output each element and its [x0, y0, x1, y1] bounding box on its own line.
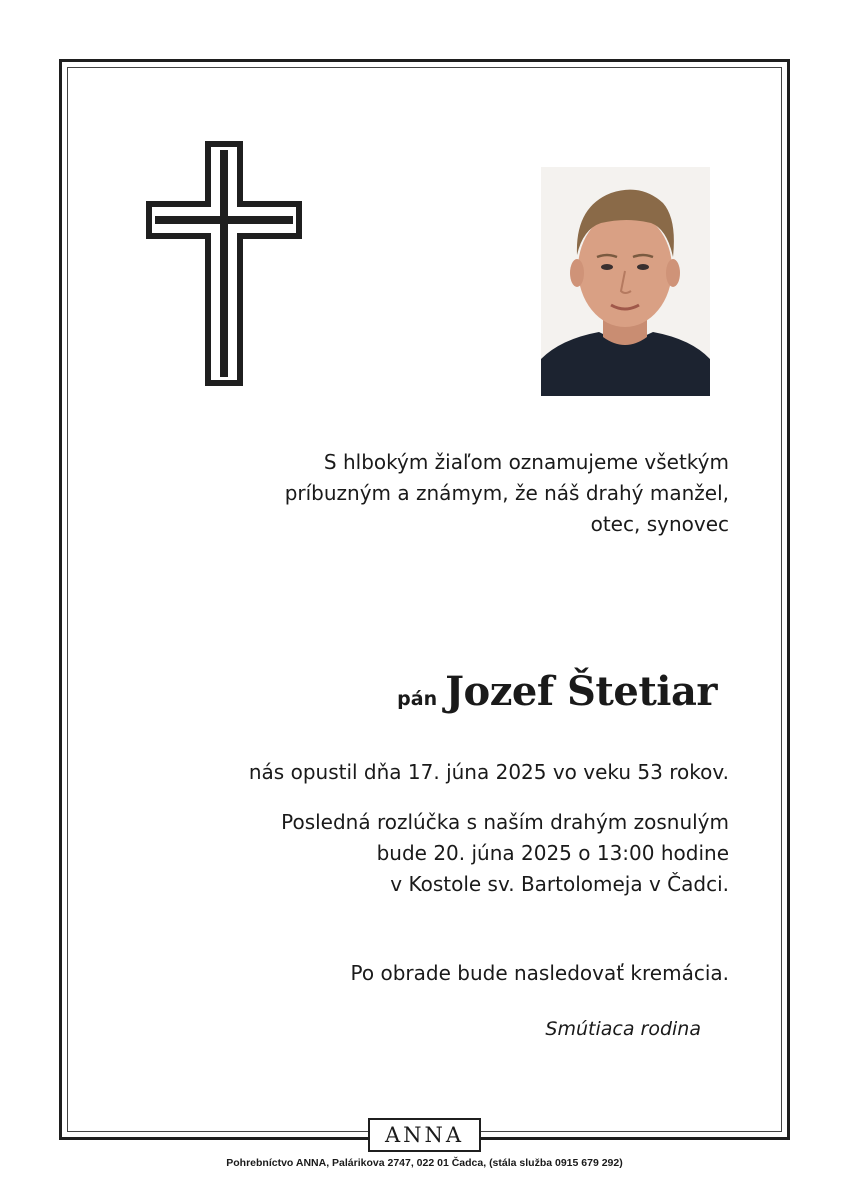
died-line: nás opustil dňa 17. júna 2025 vo veku 53 rokov.	[248, 760, 729, 784]
name: Jozef Štetiar	[445, 668, 717, 715]
intro-line: S hlbokým žiaľom oznamujeme všetkým	[323, 450, 729, 474]
cross-icon	[146, 141, 302, 386]
logo-text: ANNA	[384, 1123, 465, 1147]
intro-line: otec, synovec	[590, 512, 729, 536]
farewell-line: Posledná rozlúčka s naším drahým zosnulým	[281, 810, 729, 834]
portrait-photo	[541, 167, 710, 396]
footer-contact: Pohrebníctvo ANNA, Palárikova 2747, 022 01 Čadca, (stála služba 0915 679 292)	[226, 1157, 623, 1169]
name-prefix: pán	[397, 688, 438, 710]
funeral-home-logo	[368, 1118, 481, 1152]
farewell-text	[209, 807, 729, 900]
intro-text	[209, 447, 729, 540]
family-signature: Smútiaca rodina	[545, 1018, 701, 1040]
cremation-line: Po obrade bude nasledovať kremácia.	[350, 961, 729, 985]
deceased-name	[397, 668, 717, 715]
intro-line: príbuzným a známym, že náš drahý manžel,	[284, 481, 729, 505]
farewell-line: v Kostole sv. Bartolomeja v Čadci.	[390, 872, 729, 896]
farewell-line: bude 20. júna 2025 o 13:00 hodine	[376, 841, 729, 865]
